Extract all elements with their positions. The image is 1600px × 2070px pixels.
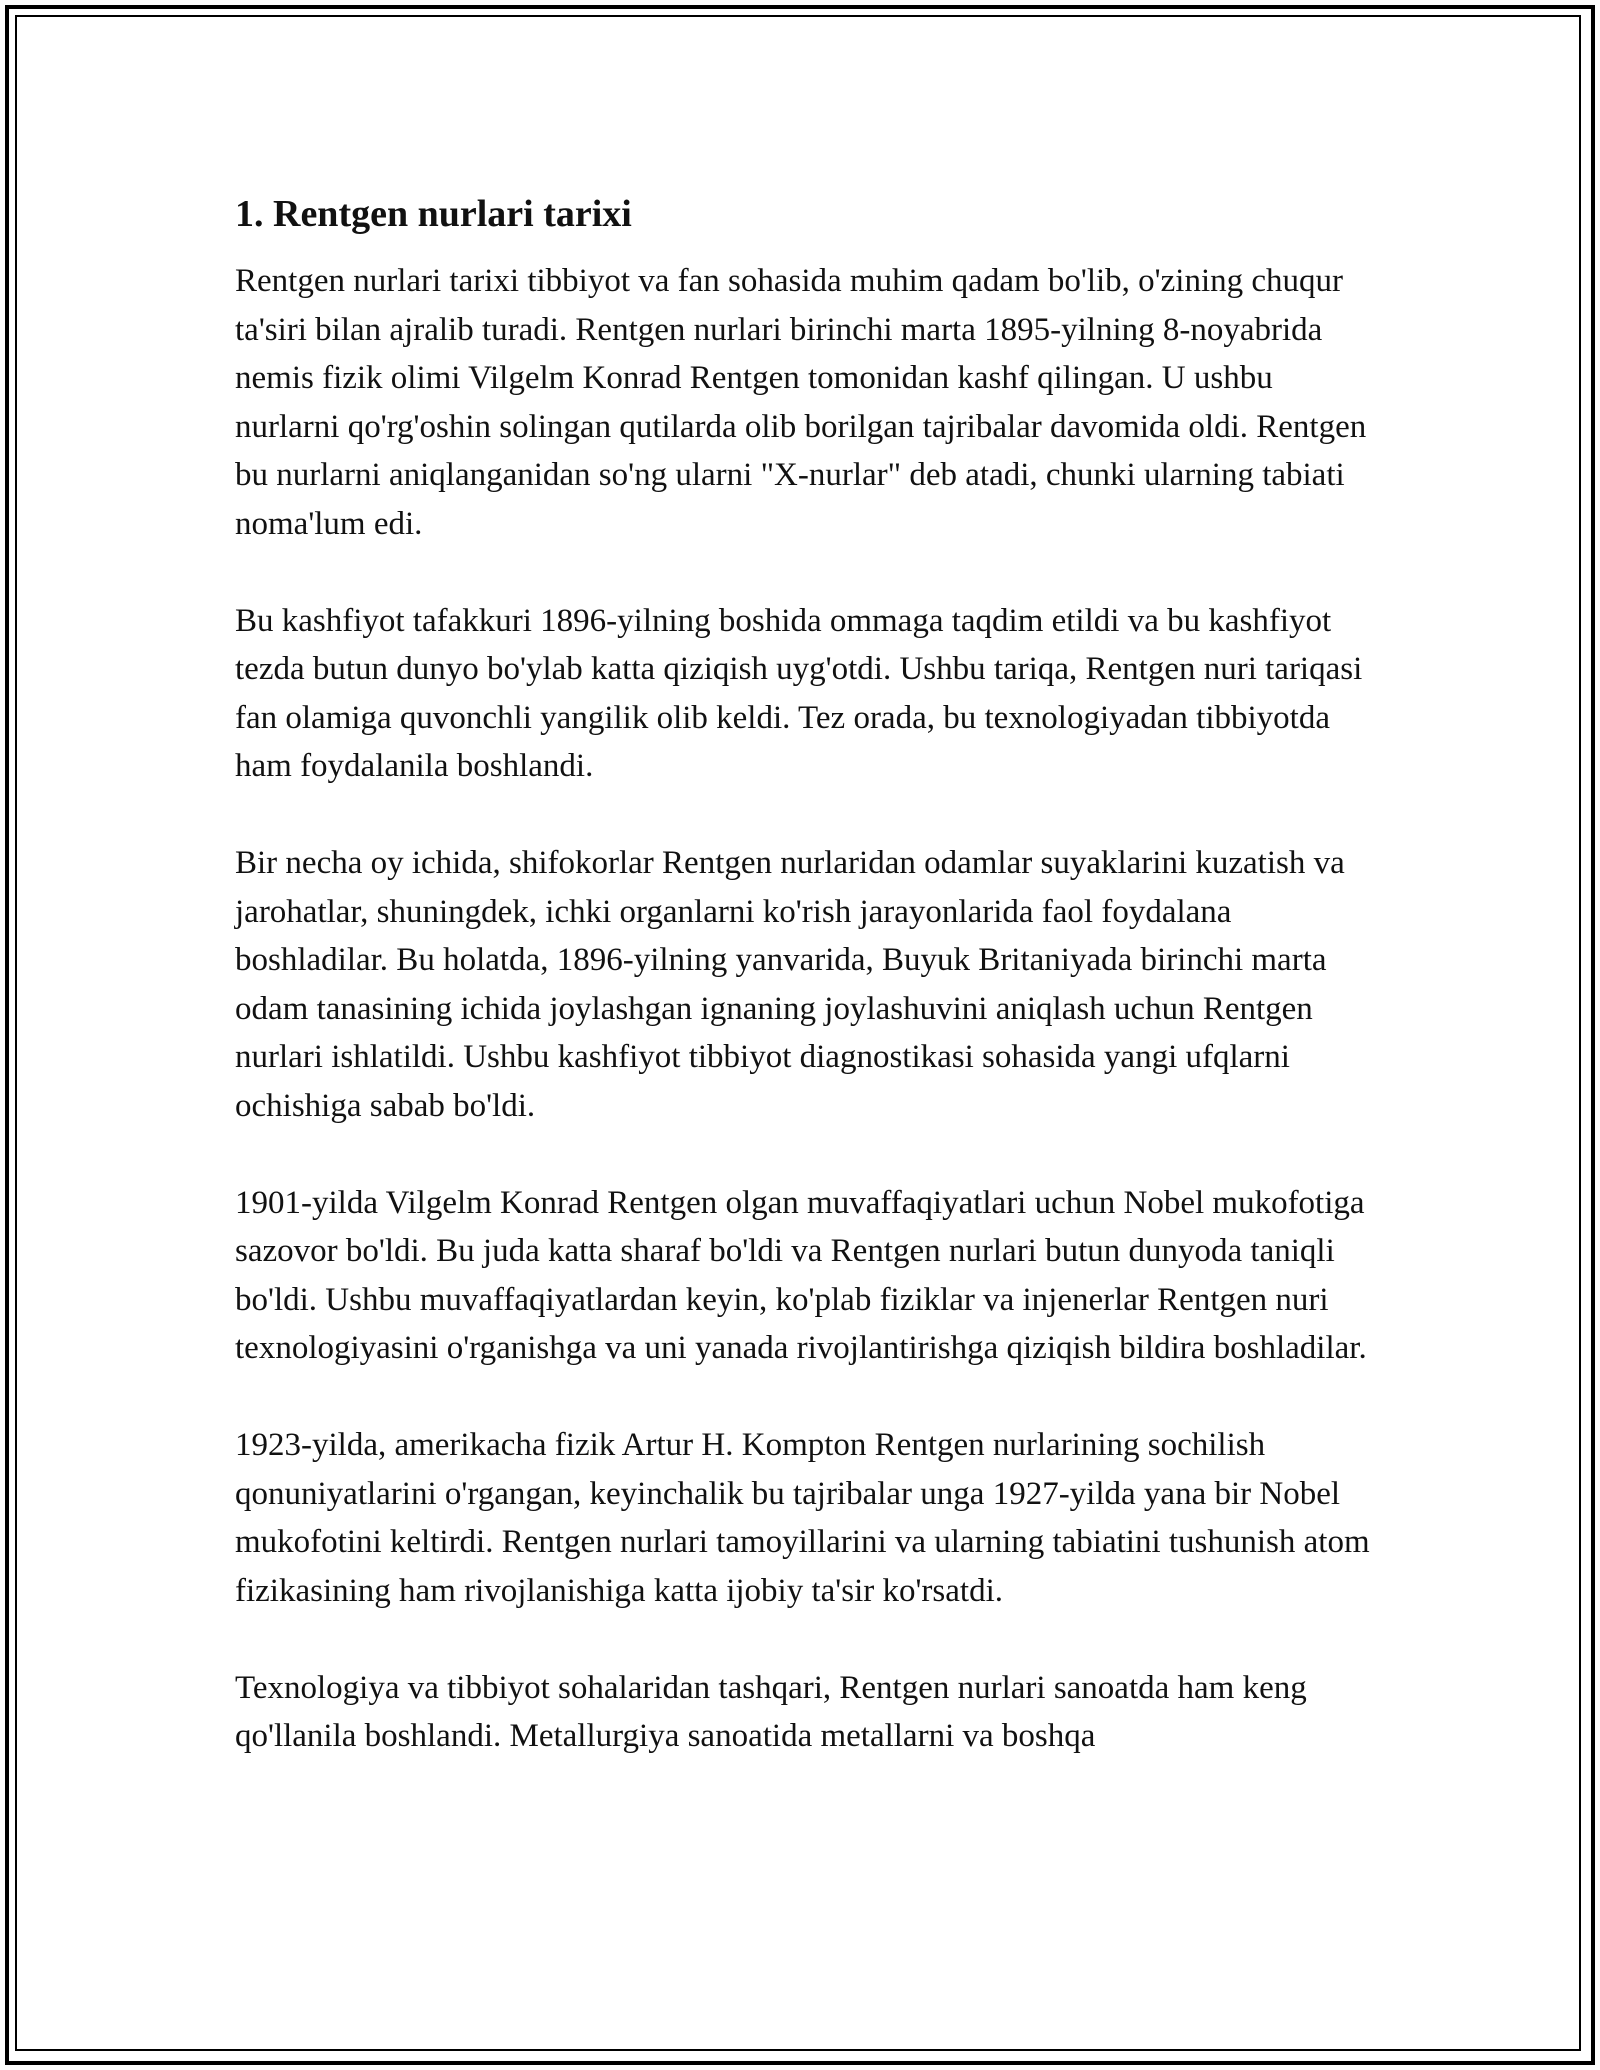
paragraph-3: Bir necha oy ichida, shifokorlar Rentgen nurlaridan odamlar suyaklarini kuzatish va jarohatlar, shuningdek, ichki organlarni ko'rish jarayonlarida faol foydalana boshladilar. Bu holatda, 1896-yilning yanvarida, Buyuk Britaniyada birinchi marta odam tanasining ichida joylashgan ignaning joylashuvini aniqlash uchun Rentgen nurlari ishlatildi. Ushbu kashfiyot tibbiyot diagnostikasi sohasida yangi ufqlarni ochishiga sabab bo'ldi. bbox=[235, 845, 1345, 1124]
paragraph-1: Rentgen nurlari tarixi tibbiyot va fan sohasida muhim qadam bo'lib, o'zining chuqur ta'siri bilan ajralib turadi. Rentgen nurlari birinchi marta 1895-yilning 8-noyabrida nemis fizik olimi Vilgelm Konrad Rentgen tomonidan kashf qilingan. U ushbu nurlarni qo'rg'oshin solingan qutilarda olib borilgan tajribalar davomida oldi. Rentgen bu nurlarni aniqlanganidan so'ng ularni "X-nurlar" deb atadi, chunki ularning tabiati noma'lum edi. bbox=[235, 263, 1367, 542]
section-heading: 1. Rentgen nurlari tarixi bbox=[235, 193, 632, 235]
paragraph-6: Texnologiya va tibbiyot sohalaridan tashqari, Rentgen nurlari sanoatda ham keng qo'llanila boshlandi. Metallurgiya sanoatida metallarni va boshqa bbox=[235, 1669, 1307, 1754]
paragraph-2: Bu kashfiyot tafakkuri 1896-yilning boshida ommaga taqdim etildi va bu kashfiyot tezda butun dunyo bo'ylab katta qiziqish uyg'otdi. Ushbu tariqa, Rentgen nuri tariqasi fan olamiga quvonchli yangilik olib keldi. Tez orada, bu texnologiyadan tibbiyotda ham foydalanila boshlandi. bbox=[235, 602, 1363, 784]
document-body bbox=[235, 185, 1375, 1761]
paragraph-5: 1923-yilda, amerikacha fizik Artur H. Kompton Rentgen nurlarining sochilish qonuniyatlarini o'rgangan, keyinchalik bu tajribalar unga 1927-yilda yana bir Nobel mukofotini keltirdi. Rentgen nurlari tamoyillarini va ularning tabiatini tushunish atom fizikasining ham rivojlanishiga katta ijobiy ta'sir ko'rsatdi. bbox=[235, 1427, 1370, 1609]
paragraph-4: 1901-yilda Vilgelm Konrad Rentgen olgan muvaffaqiyatlari uchun Nobel mukofotiga sazovor bo'ldi. Bu juda katta sharaf bo'ldi va Rentgen nurlari butun dunyoda taniqli bo'ldi. Ushbu muvaffaqiyatlardan keyin, ko'plab fiziklar va injenerlar Rentgen nuri texnologiyasini o'rganishga va uni yanada rivojlantirishga qiziqish bildira boshladilar. bbox=[235, 1184, 1367, 1366]
